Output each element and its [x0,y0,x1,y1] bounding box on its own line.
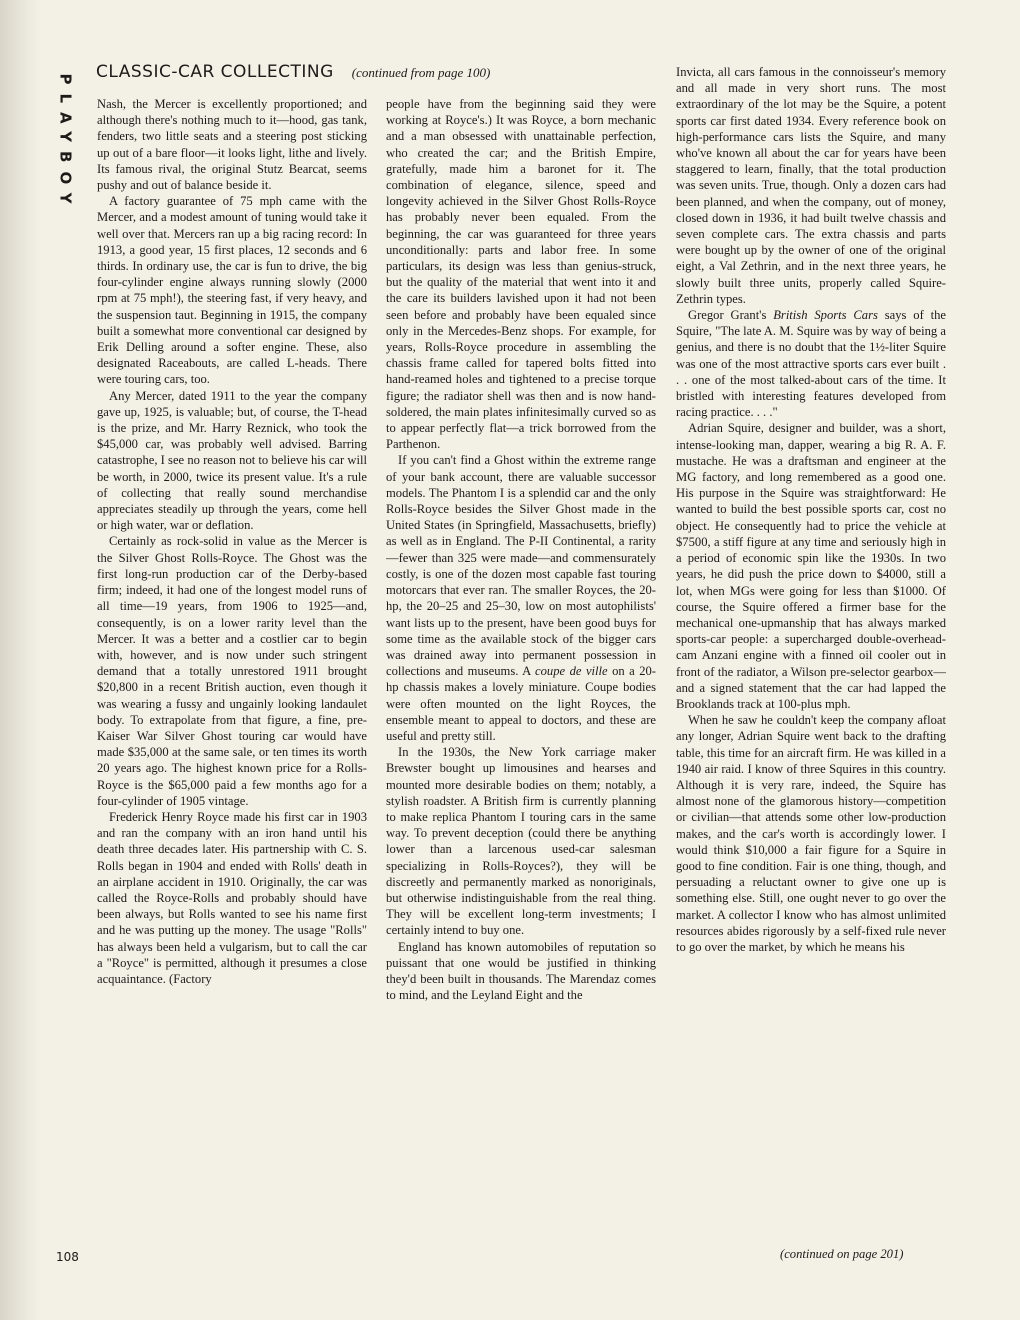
paragraph: Adrian Squire, designer and builder, was a short, intense-looking man, dapper, wearing a big R. A. F. mustache. He was a draftsman and engineer at the MG factory, and long remembered as a good one. His purpose in the Squire was straightforward: He wanted to build the best possible sports car, cost no object. He consequently had to price the vehicle at $7500, a stiff figure at any time and seriously high in a period of economic spin like the 1930s. In two years, he did push the price down to $4000, still a lot, when MGs were going for less than $1000. Of course, the Squire offered a firmer base for the mechanical one-upmanship that has always marked sports-car people: a supercharged double-overhead-cam Anzani engine with a finned oil cooler out in front of the radiator, a Wilson pre-selector gearbox—and a signed statement that the car had lapped the Brooklands track at 100-plus mph. [676,421,946,711]
paragraph-text: on a 20-hp chassis makes a lovely miniature. Coupe bodies were often mounted on the light Royces, the ensemble meant to appeal to doctors, and these are useful and pretty still. [386,664,656,743]
paragraph [386,452,656,744]
article-header [96,62,656,86]
continued-from-note: (continued from page 100) [351,65,491,80]
paragraph: In the 1930s, the New York carriage maker Brewster bought up limousines and hearses and mounted more desirable bodies on them; notably, a stylish roadster. A British firm is currently planning to make replica Phantom I touring cars in the same way. To prevent deception (could there be anything lower than a larcenous used-car salesman specializing in Rolls-Royces?), they will be discreetly and permanently marked as nonoriginals, but otherwise indistinguishable from the real thing. They will be excellent long-term investments; I certainly intend to buy one. [386,745,656,938]
paragraph: England has known automobiles of reputation so puissant that one would be justified in thinking they'd been built in thousands. The Marendaz comes to mind, and the Leyland Eight and the [386,939,656,1003]
magazine-name-text: PLAYBOY [57,73,76,213]
text-column-1 [97,96,367,1266]
page-gutter-shadow [0,0,40,1320]
paragraph-text: Gregor Grant's [688,308,774,323]
paragraph-text: If you can't find a Ghost within the extreme range of your bank account, there are valuable successor models. The Phantom I is a splendid car and the only Rolls-Royce besides the Silver Ghost made in the United States (in Springfield, Massachusetts, briefly) as well as in England. The P-II Continental, a rarity—fewer than 325 were made—and commensurately costly, is one of the dozen most capable fast touring motorcars that ever ran. The smaller Royces, the 20-hp, the 20–25 and 25–30, low on most autophilists' want lists up to the present, have been good buys for some time as the available stock of the bigger cars was drained away into permanent possession in collections and museums. A [386,453,656,679]
paragraph: Certainly as rock-solid in value as the Mercer is the Silver Ghost Rolls-Royce. The Ghost was the first long-run production car of the Derby-based firm; indeed, it had one of the longest model runs of all time—19 years, from 1906 to 1925—and, consequently, is on a lower rarity level than the Mercer. It was a better and a costlier car to begin with, however, and is now under such stringent demand that a totally unrestored 1911 brought $20,800 in a recent British auction, even though it was wearing a fussy and ungainly looking landaulet body. To extrapolate from that figure, a fine, pre-Kaiser War Silver Ghost touring car would have made $35,000 at the same sale, or ten times its worth 20 years ago. The highest known price for a Rolls-Royce is the $65,000 paid a few months ago for a four-cylinder of 1905 vintage. [97,534,367,808]
paragraph: Nash, the Mercer is excellently proportioned; and although there's nothing much to it—hood, gas tank, fenders, two little seats and a steering post sticking up out of a bare floor—it looks light, lithe and lively. Its famous rival, the original Stutz Bearcat, seems pushy and out of balance beside it. [97,97,367,193]
paragraph: Invicta, all cars famous in the connoisseur's memory and all made in very short runs. The most extraordinary of the lot may be the Squire, a potent sports car first dated 1934. Every reference book on high-performance cars lists the Squire, and many who've known all about the car for years have been staggered to learn, finally, that the total production was seven units. True, though. Only a dozen cars had been planned, and when the company, out of money, closed down in 1936, it had built twelve chassis and seven complete cars. The extra chassis and parts were bought up by the owner of one of the original eight, a Val Zethrin, and in the next three years, he slowly built three units, properly called Squire-Zethrin types. [676,65,946,306]
paragraph: people have from the beginning said they were working at Royce's.) It was Royce, a born mechanic and a man obsessed with unattainable perfection, who created the car; and the British Empire, gratefully, made him a baronet for it. The combination of elegance, silence, speed and longevity achieved in the Silver Ghost Rolls-Royce has probably never been equaled. From the beginning, the car was guaranteed for three years unconditionally: parts and labor free. In some particulars, its design was less than genius-struck, but the quality of the material that went into it and the care its builders lavished upon it had not been seen before and probably have been equaled since only in the Mercedes-Benz shops. For example, for years, Rolls-Royce procedure in assembling the chassis frame called for tapered bolts fitted into hand-reamed holes and tightened to a precise torque figure; the radiator shell was then and is now hand-soldered, the main plates infinitesimally curved so as to appear perfectly flat—a trick borrowed from the Parthenon. [386,97,656,452]
paragraph: Any Mercer, dated 1911 to the year the company gave up, 1925, is valuable; but, of course, the T-head is the prize, and Mr. Harry Reznick, who took the $45,000 car, was probably well advised. Barring catastrophe, I see no reason not to believe his car will be worth, in 2000, twice its present value. It's a rule of collecting that really sound merchandise appreciates steadily up through the years, come hell or high water, war or deflation. [97,388,367,533]
paragraph-text: says of the Squire, "The late A. M. Squire was by way of being a genius, and there is no doubt that the 1½-liter Squire was one of the most attractive sports cars ever built . . . one of the most talked-about cars of the time. It bristled with interesting features developed from racing practice. . . ." [676,308,946,420]
continued-on-note: (continued on page 201) [780,1247,904,1261]
paragraph: When he saw he couldn't keep the company afloat any longer, Adrian Squire went back to the drafting table, this time for an aircraft firm. He was killed in a 1940 air raid. I know of three Squires in this country. Although it is very rare, indeed, the Squire has almost none of the glamorous history—competition or civilian—that attends some other low-production makes, and the car's worth is accordingly lower. I would think $10,000 a fair figure for a Squire in good to fine condition. Fair is one thing, though, and persuading a reluctant owner to give one up is something else. Still, one ought never to go over the market. A collector I know who has almost unlimited resources abides rigorously by a self-fixed rule never to go over the market, by which he means his [676,713,946,954]
magazine-name-vertical [58,58,74,228]
text-column-2 [386,96,656,1266]
page-number: 108 [56,1250,79,1264]
paragraph [676,307,946,420]
paragraph: Frederick Henry Royce made his first car in 1903 and ran the company with an iron hand until his death three decades later. His partnership with C. S. Rolls began in 1904 and ended with Rolls' death in an airplane accident in 1910. Originally, the car was called the Royce-Rolls and probably should have been always, but Rolls wanted to see his name first and he was putting up the money. The usage "Rolls" has always been held a vulgarism, but to call the car a "Royce" is permitted, although it presumes a close acquaintance. (Factory [97,809,367,986]
paragraph: A factory guarantee of 75 mph came with the Mercer, and a modest amount of tuning would take it well over that. Mercers ran up a big racing record: In 1913, a good year, 15 first places, 12 seconds and 6 thirds. In ordinary use, the car is fun to drive, the big four-cylinder engine always running slowly (2000 rpm at 75 mph!), the steering fast, if very heavy, and the suspension taut. Beginning in 1915, the company built a somewhat more conventional car designed by Erik Delling around a softer engine. These, also designated Raceabouts, are called L-heads. There were touring cars, too. [97,194,367,387]
book-title: British Sports Cars [773,308,878,323]
italic-phrase: coupe de ville [535,664,608,679]
article-kicker: CLASSIC-CAR COLLECTING [96,62,334,82]
text-column-3 [676,64,946,1264]
